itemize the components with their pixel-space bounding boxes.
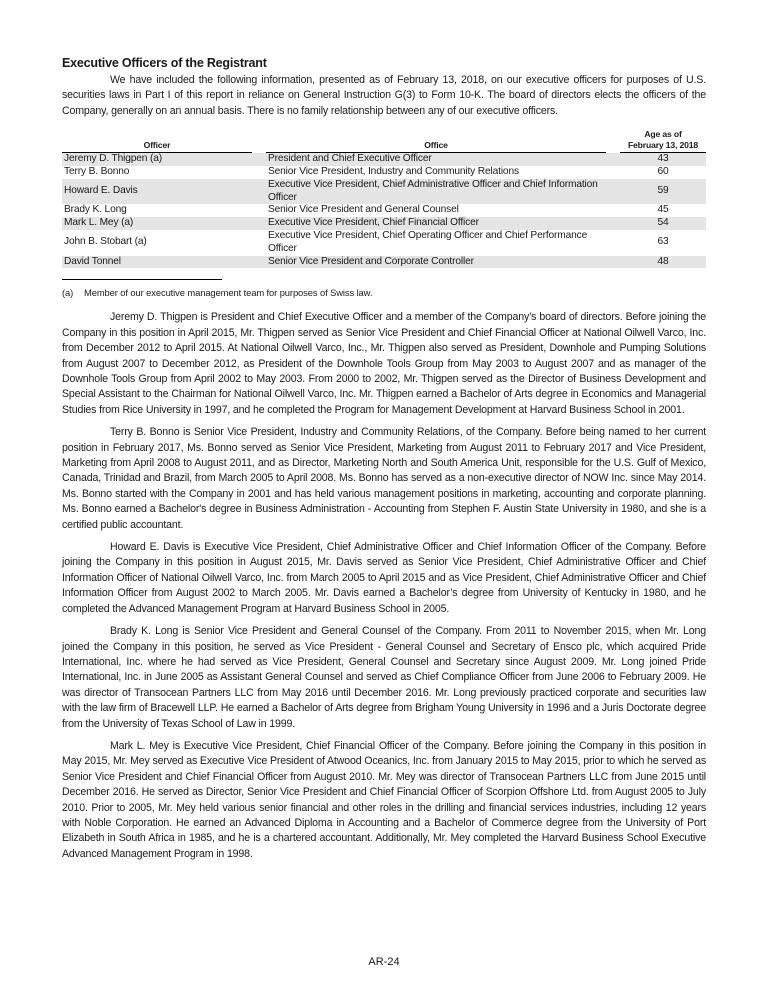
cell-gap bbox=[252, 204, 266, 217]
bio-paragraph-long: Brady K. Long is Senior Vice President and General Counsel of the Company. From 2011 to November 2015, when Mr. Long joined the Company in this position, he served as Vice President - General Counsel and Secretary of Ensco plc, which acquired Pride International, Inc. where he had served as Vice President, General Counsel and Secretary since August 2009. Mr. Long joined Pride International, Inc. in June 2005 as Assistant General Counsel and served as Chief Compliance Officer from June 2006 to February 2009. He was director of Transocean Partners LLC from May 2016 until December 2016. Mr. Long previously practiced corporate and securities law with the law firm of Bracewell LLP. He earned a Bachelor of Arts degree from Brigham Young University in 1996 and a Juris Doctorate degree from the University of Texas School of Law in 1999. bbox=[62, 625, 706, 730]
bio-paragraph-mey: Mark L. Mey is Executive Vice President, Chief Financial Officer of the Company. Before joining the Company in this position in May 2015, Mr. Mey served as Executive Vice President of Atwood Oceanics, Inc. from January 2015 to May 2015, prior to which he served as Senior Vice President and Chief Financial Officer from August 2010. Mr. Mey was director of Transocean Partners LLC from June 2015 until December 2016. He served as Director, Senior Vice President and Chief Financial Officer of Scorpion Offshore Ltd. from August 2005 to July 2010. Prior to 2005, Mr. Mey held various senior financial and other roles in the drilling and financial services industries, including 12 years with Noble Corporation. He earned an Advanced Diploma in Accounting and a Bachelor of Commerce degree from the University of Port Elizabeth in South Africa in 1985, and he is a chartered accountant. Additionally, Mr. Mey completed the Harvard Business School Executive Advanced Management Program in 1998. bbox=[62, 739, 706, 860]
officer-name: Mark L. Mey (a) bbox=[62, 217, 252, 230]
officer-office: Executive Vice President, Chief Administrative Officer and Chief Information Officer bbox=[266, 179, 606, 205]
officer-age: 45 bbox=[657, 204, 669, 216]
cell-gap bbox=[606, 179, 620, 205]
intro-paragraph: We have included the following information, presented as of February 13, 2018, on our executive officers for purposes of U.S. securities laws in Part I of this report in reliance on General Instruction G(3) to Form 10-K. The board of directors elects the officers of the Company, generally on an annual basis. There is no family relationship between any of our executive officers. bbox=[62, 74, 706, 117]
officer-office: President and Chief Executive Officer bbox=[266, 153, 606, 166]
table-row bbox=[62, 204, 706, 217]
officer-office: Executive Vice President, Chief Financial Officer bbox=[266, 217, 606, 230]
officer-office: Senior Vice President and Corporate Controller bbox=[266, 256, 606, 269]
header-office: Office bbox=[266, 129, 606, 153]
table-row bbox=[62, 166, 706, 179]
bio-paragraph-thigpen: Jeremy D. Thigpen is President and Chief Executive Officer and a member of the Company’s board of directors. Before joining the Company in this position in April 2015, Mr. Thigpen served as Senior Vice President and Chief Financial Officer at National Oilwell Varco, Inc. from December 2012 to April 2015. At National Oilwell Varco, Inc., Mr. Thigpen also served as President, Downhole and Pumping Solutions from August 2007 to December 2012, as President of the Downhole Tools Group from May 2003 to August 2007 and as manager of the Downhole Tools Group from April 2002 to May 2003. From 2000 to 2002, Mr. Thigpen served as the Director of Business Development and Special Assistant to the Chairman for National Oilwell Varco, Inc. Mr. Thigpen earned a Bachelor of Arts degree in Economics and Managerial Studies from Rice University in 1997, and he completed the Program for Management Development at Harvard Business School in 2001. bbox=[62, 311, 706, 416]
cell-gap bbox=[252, 153, 266, 166]
officer-office: Senior Vice President, Industry and Community Relations bbox=[268, 166, 519, 178]
cell-gap bbox=[252, 230, 266, 256]
page-number: AR-24 bbox=[368, 956, 400, 968]
document-page bbox=[62, 56, 706, 869]
officer-name: Brady K. Long bbox=[64, 204, 127, 216]
bio-paragraph-bonno: Terry B. Bonno is Senior Vice President, Industry and Community Relations, of the Company. Before being named to her current position in February 2017, Ms. Bonno served as Senior Vice President, Marketing from August 2011 to February 2017 and Vice President, Marketing from April 2008 to August 2011, and as Director, Marketing North and South America Unit, responsible for the U.S. Gulf of Mexico, Canada, Trinidad and Brazil, from March 2005 to April 2008. Ms. Bonno has served as a non-executive director of NOW Inc. since May 2014. Ms. Bonno started with the Company in 2001 and has held various management positions in marketing, accounting and corporate planning. Ms. Bonno earned a Bachelor's degree in Business Administration - Accounting from Stephen F. Austin State University in 1980, and she is a certified public accountant. bbox=[62, 426, 706, 531]
bio-paragraph-davis: Howard E. Davis is Executive Vice President, Chief Administrative Officer and Chief Information Officer of the Company. Before joining the Company in this position in August 2015, Mr. Davis served as Senior Vice President, Chief Administrative Officer and Chief Information Officer of National Oilwell Varco, Inc. from March 2005 to April 2015 and as Vice President, Chief Administrative Officer and Chief Information Officer from August 2002 to March 2005. Mr. Davis earned a Bachelor’s degree from University of Kentucky in 1980, and he completed the Advanced Management Program at Harvard Business School in 2005. bbox=[62, 541, 706, 615]
officer-office: Senior Vice President and General Counsel bbox=[268, 204, 459, 216]
cell-gap bbox=[606, 153, 620, 166]
officer-age: 43 bbox=[620, 153, 706, 166]
officer-age: 60 bbox=[657, 166, 669, 178]
cell-gap bbox=[252, 179, 266, 205]
officer-name: Terry B. Bonno bbox=[64, 166, 130, 178]
cell-gap bbox=[606, 256, 620, 269]
officer-age: 63 bbox=[657, 236, 669, 248]
footnote-divider bbox=[62, 279, 222, 280]
header-age bbox=[620, 129, 706, 153]
table-row bbox=[62, 153, 706, 166]
table-row bbox=[62, 179, 706, 205]
officer-age: 54 bbox=[620, 217, 706, 230]
footnote bbox=[62, 287, 706, 298]
section-heading: Executive Officers of the Registrant bbox=[62, 56, 267, 70]
cell-gap bbox=[252, 166, 266, 179]
footnote-marker: (a) bbox=[62, 287, 74, 299]
footnote-text: Member of our executive management team for purposes of Swiss law. bbox=[84, 287, 373, 299]
officer-office: Executive Vice President, Chief Operating Officer and Chief Performance Officer bbox=[268, 230, 588, 254]
cell-gap bbox=[606, 230, 620, 256]
header-officer: Officer bbox=[62, 129, 252, 153]
table-row bbox=[62, 256, 706, 269]
officer-name: John B. Stobart (a) bbox=[64, 236, 147, 248]
cell-gap bbox=[252, 256, 266, 269]
cell-gap bbox=[252, 217, 266, 230]
executive-officers-table bbox=[62, 129, 706, 268]
table-row bbox=[62, 217, 706, 230]
cell-gap bbox=[606, 217, 620, 230]
cell-gap bbox=[606, 166, 620, 179]
officer-name: Jeremy D. Thigpen (a) bbox=[62, 153, 252, 166]
cell-gap bbox=[606, 204, 620, 217]
officer-age: 59 bbox=[620, 179, 706, 205]
table-row bbox=[62, 230, 706, 256]
officer-name: Howard E. Davis bbox=[62, 179, 252, 205]
header-age-line2: February 13, 2018 bbox=[627, 140, 699, 151]
table-header-row bbox=[62, 129, 706, 153]
officer-age: 48 bbox=[620, 256, 706, 269]
header-age-line1: Age as of bbox=[644, 129, 682, 140]
officer-name: David Tonnel bbox=[62, 256, 252, 269]
